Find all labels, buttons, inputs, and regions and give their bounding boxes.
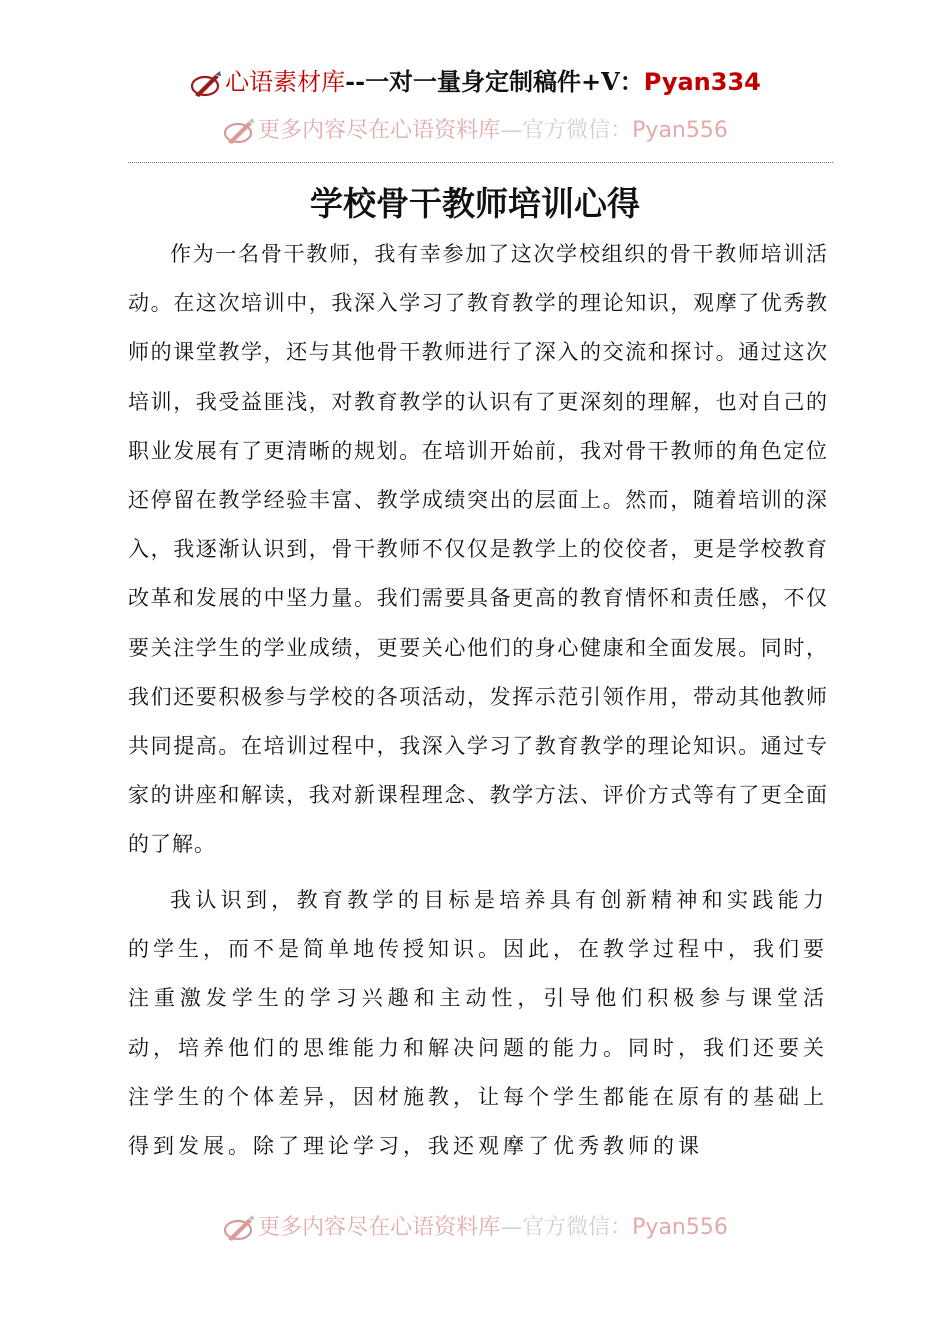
watermark-text: 更多内容尽在心语资料库 (258, 118, 501, 143)
watermark-bottom (0, 1208, 950, 1248)
header-contact-id: Pyan334 (643, 68, 761, 96)
document-title: 学校骨干教师培训心得 (310, 184, 640, 223)
watermark-wechat-id: Pyan556 (632, 1215, 728, 1240)
pen-logo-icon (222, 116, 256, 146)
watermark-wechat-label: —官方微信： (500, 118, 633, 143)
watermark-wechat-id: Pyan556 (632, 118, 728, 143)
watermark-top (0, 111, 950, 151)
header-banner (0, 62, 950, 102)
watermark-text: 更多内容尽在心语资料库 (258, 1215, 501, 1240)
header-service-text: --一对一量身定制稿件+V： (345, 67, 644, 96)
pen-logo-icon (222, 1213, 256, 1243)
pen-logo-icon (189, 69, 223, 99)
header-divider (128, 162, 833, 163)
header-brand-text: 心语素材库 (225, 68, 346, 96)
body-paragraph: 我认识到，教育教学的目标是培养具有创新精神和实践能力的学生，而不是简单地传授知识。因此，在教学过程中，我们要注重激发学生的学习兴趣和主动性，引导他们积极参与课堂活动，培养他们的思维能力和解决问题的能力。同时，我们还要关注学生的个体差异，因材施教，让每个学生都能在原有的基础上得到发展。除了理论学习，我还观摩了优秀教师的课 (128, 888, 828, 1159)
watermark-wechat-label: —官方微信： (500, 1215, 633, 1240)
body-paragraph: 作为一名骨干教师，我有幸参加了这次学校组织的骨干教师培训活动。在这次培训中，我深入学习了教育教学的理论知识，观摩了优秀教师的课堂教学，还与其他骨干教师进行了深入的交流和探讨。通过这次培训，我受益匪浅，对教育教学的认识有了更深刻的理解，也对自己的职业发展有了更清晰的规划。在培训开始前，我对骨干教师的角色定位还停留在教学经验丰富、教学成绩突出的层面上。然而，随着培训的深入，我逐渐认识到，骨干教师不仅仅是教学上的佼佼者，更是学校教育改革和发展的中坚力量。我们需要具备更高的教育情怀和责任感，不仅要关注学生的学业成绩，更要关心他们的身心健康和全面发展。同时，我们还要积极参与学校的各项活动，发挥示范引领作用，带动其他教师共同提高。在培训过程中，我深入学习了教育教学的理论知识。通过专家的讲座和解读，我对新课程理念、教学方法、评价方式等有了更全面的了解。 (128, 242, 828, 857)
